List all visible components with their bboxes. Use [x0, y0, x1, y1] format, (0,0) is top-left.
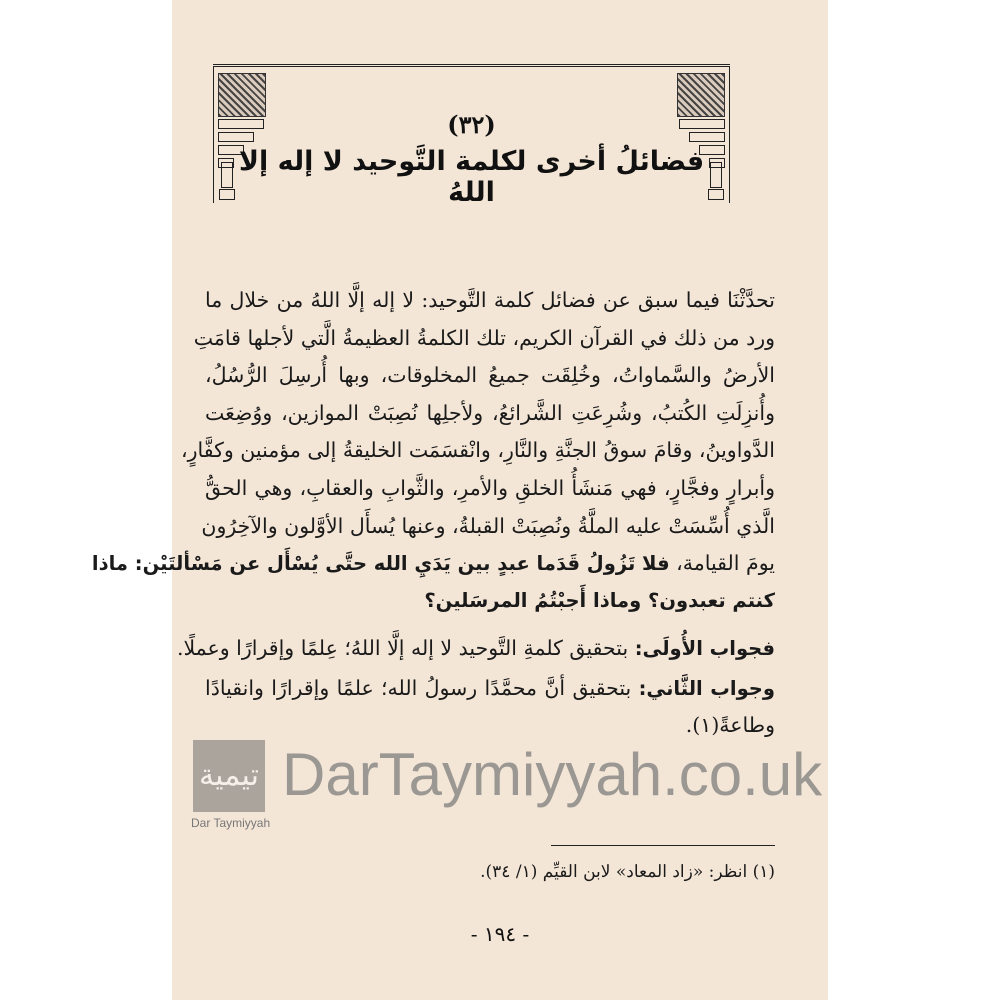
page-number: - ١٩٤ -: [470, 922, 530, 946]
answer-line-end: وطاعةً(١).: [685, 713, 775, 737]
watermark-logo-icon: تيمية: [193, 740, 265, 812]
answer-text: بتحقيق كلمةِ التَّوحيد لا إله إلَّا اللهُ؛ عِلمًا وإقرارًا وعملًا.: [176, 636, 635, 660]
body-line: [91, 548, 775, 579]
body-line: الأرضُ والسَّماواتُ، وخُلِقَت جميعُ المخلوقات، وبها أُرسِلَ الرُّسُلُ،: [205, 363, 775, 387]
body-text: يومَ القيامة،: [669, 551, 775, 575]
watermark-url: DarTaymiyyah.co.uk: [282, 741, 823, 808]
chapter-title: فضائلُ أخرى لكلمة التَّوحيد لا إله إلا اللهُ: [238, 146, 705, 208]
body-line: وأُنزِلَتِ الكُتبُ، وشُرِعَتِ الشَّرائعُ، ولأجلِها نُصِبَتْ الموازين، ووُضِعَت: [205, 401, 775, 425]
chapter-number: (٣٢): [447, 110, 496, 139]
answer-label: فجواب الأُولَى:: [634, 637, 775, 660]
watermark-logo-caption: Dar Taymiyyah: [191, 816, 271, 830]
answer-label: وجواب الثَّاني:: [638, 677, 775, 700]
footnote-divider: [551, 845, 775, 846]
footnote: (١) انظر: «زاد المعاد» لابن القيِّم (١/ ٣٤).: [480, 862, 775, 882]
body-line: الدَّواوينُ، وقامَ سوقُ الجنَّةِ والنَّارِ، وانْقسَمَت الخليقةُ إلى مؤمنين وكفَّارٍ،: [180, 438, 775, 462]
answer-text: بتحقيق أنَّ محمَّدًا رسولُ الله؛ علمًا وإقرارًا وانقيادًا: [205, 676, 639, 700]
hadith-text: فلا تَزُولُ قَدَما عبدٍ بين يَدَيِ الله حتَّى يُسْأَل عن مَسْألتَيْن: ماذا: [91, 552, 670, 575]
body-line: وأبرارٍ وفجَّارٍ، فهي مَنشَأُ الخلقِ والأمرِ، والثَّوابِ والعقابِ، وهي الحقُّ: [205, 476, 775, 500]
hadith-text: كنتم تعبدون؟ وماذا أَجبْتُمُ المرسَلين؟: [424, 589, 775, 612]
answer-line: [176, 633, 775, 664]
body-line: الَّذي أُسِّسَتْ عليه الملَّةُ ونُصِبَتْ القبلةُ، وعنها يُسأَل الأوَّلون والآخِرُون: [201, 514, 775, 538]
body-line: تحدَّثْنَا فيما سبق عن فضائل كلمة التَّوحيد: لا إله إلَّا اللهُ من خلال ما: [205, 288, 775, 312]
body-line: [205, 585, 775, 616]
answer-line: [205, 673, 775, 704]
body-line: ورد من ذلك في القرآن الكريم، تلك الكلمةُ العظيمةُ الَّتي لأجلها قامَتِ: [193, 326, 775, 350]
